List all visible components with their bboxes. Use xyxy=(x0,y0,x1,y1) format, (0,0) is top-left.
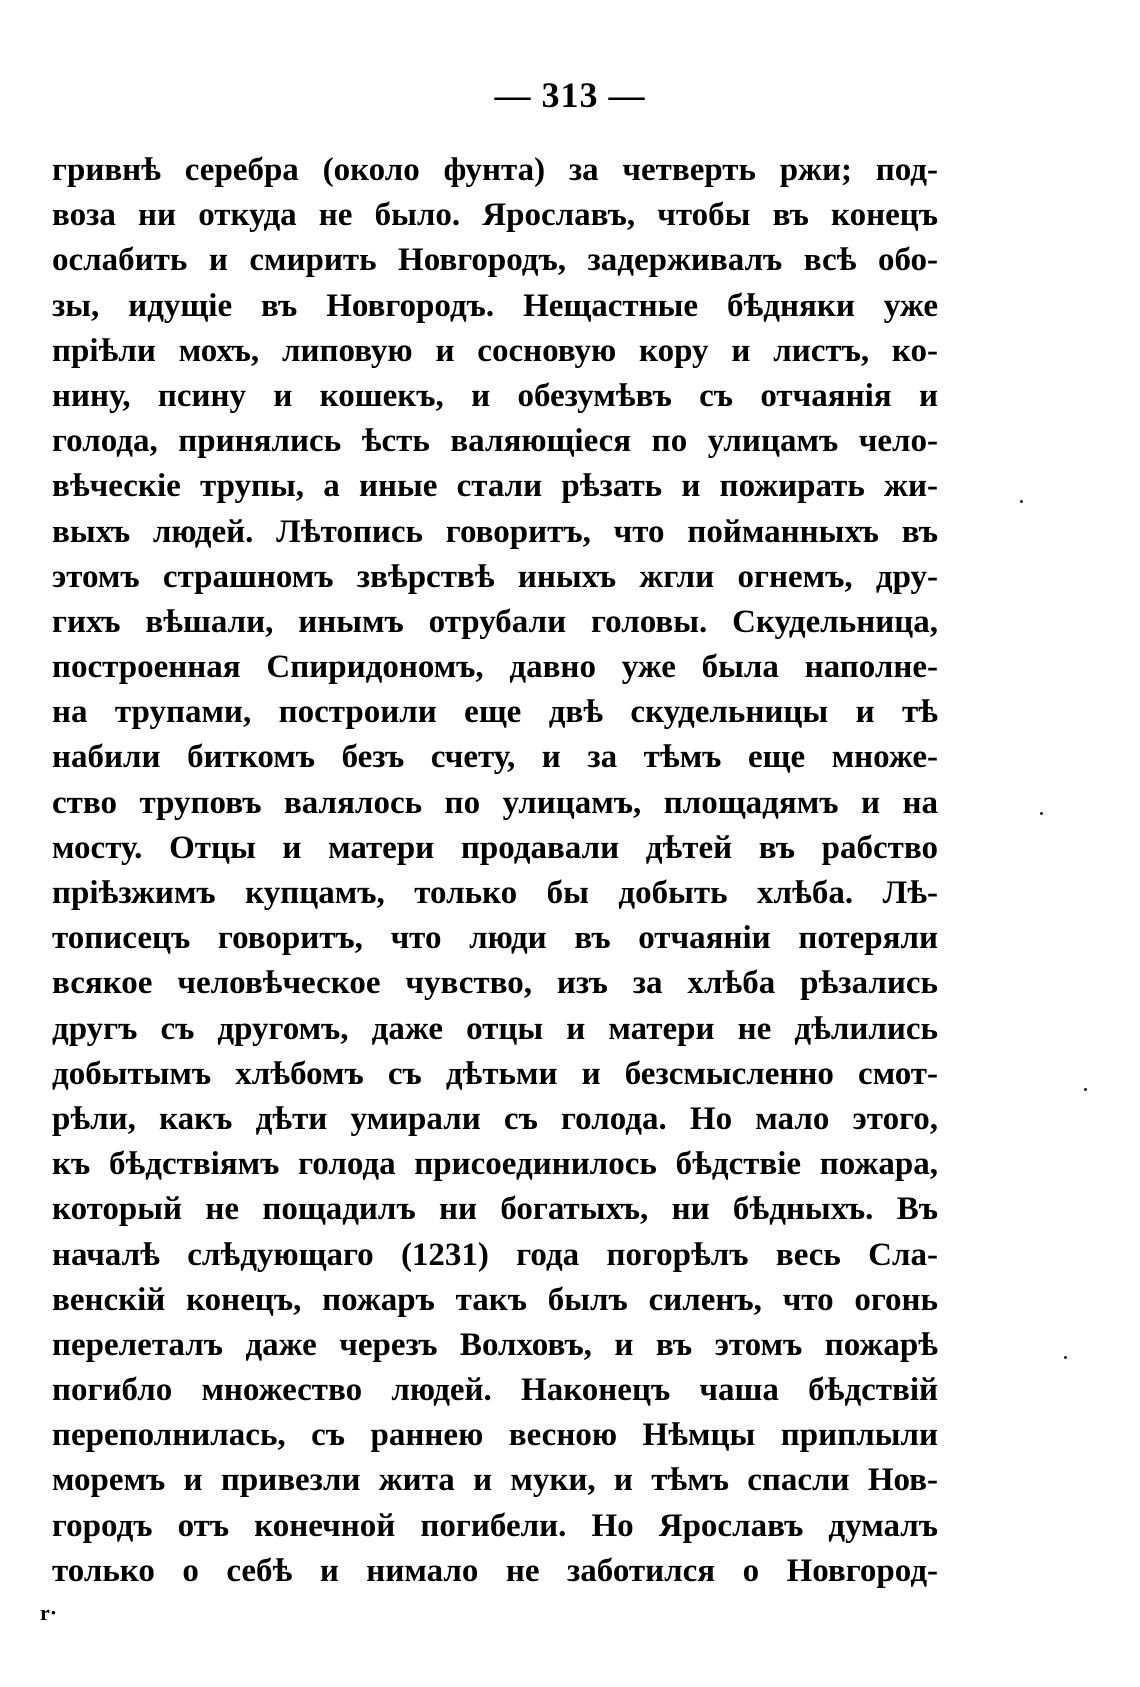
text-line: который не пощадилъ ни богатыхъ, ни бѣдныхъ. Въ xyxy=(52,1191,938,1228)
text-line: только о себѣ и нимало не заботился о Новгород- xyxy=(52,1552,938,1589)
text-line: погибло множество людей. Наконецъ чаша бѣдствій xyxy=(52,1372,938,1409)
text-line: началѣ слѣдующаго (1231) года погорѣлъ весь Сла- xyxy=(52,1236,938,1273)
text-line: мосту. Отцы и матери продавали дѣтей въ рабство xyxy=(52,829,938,866)
print-speck xyxy=(1020,500,1023,503)
print-speck xyxy=(1040,812,1043,815)
text-line: рѣли, какъ дѣти умирали съ голода. Но мало этого, xyxy=(52,1100,938,1137)
text-line: перелеталъ даже черезъ Волховъ, и въ этомъ пожарѣ xyxy=(52,1326,938,1363)
text-line: тописецъ говоритъ, что люди въ отчаяніи потеряли xyxy=(52,920,938,957)
text-line: моремъ и привезли жита и муки, и тѣмъ спасли Нов- xyxy=(52,1462,938,1499)
text-line: вѣческіе трупы, а иные стали рѣзать и пожирать жи- xyxy=(52,468,938,505)
body-text xyxy=(52,148,938,1594)
text-line: набили биткомъ безъ счету, и за тѣмъ еще множе- xyxy=(52,739,938,776)
text-line: на трупами, построили еще двѣ скудельницы и тѣ xyxy=(52,694,938,731)
text-line: венскій конецъ, пожаръ такъ былъ силенъ, что огонь xyxy=(52,1281,938,1318)
print-speck xyxy=(1064,1356,1067,1359)
text-line: гихъ вѣшали, инымъ отрубали головы. Скудельница, xyxy=(52,603,938,640)
text-line: ство труповъ валялось по улицамъ, площадямъ и на xyxy=(52,784,938,821)
text-line: добытымъ хлѣбомъ съ дѣтьми и безсмысленно смот- xyxy=(52,1055,938,1092)
text-line: зы, идущіе въ Новгородъ. Нещастные бѣдняки уже xyxy=(52,287,938,324)
text-line: городъ отъ конечной погибели. Но Ярославъ думалъ xyxy=(52,1507,938,1544)
page-number: — 313 — xyxy=(494,75,646,115)
text-line: всякое человѣческое чувство, изъ за хлѣба рѣзались xyxy=(52,965,938,1002)
text-line: къ бѣдствіямъ голода присоединилось бѣдствіе пожара, xyxy=(52,1146,938,1183)
text-line: голода, принялись ѣсть валяющіеся по улицамъ чело- xyxy=(52,423,938,460)
text-line: этомъ страшномъ звѣрствѣ иныхъ жгли огнемъ, дру- xyxy=(52,558,938,595)
text-line: построенная Спиридономъ, давно уже была наполне- xyxy=(52,649,938,686)
text-line: ослабить и смирить Новгородъ, задерживалъ всѣ обо- xyxy=(52,242,938,279)
text-line: выхъ людей. Лѣтопись говоритъ, что пойманныхъ въ xyxy=(52,513,938,550)
footer-mark: r· xyxy=(40,1600,58,1625)
text-line: переполнилась, съ раннею весною Нѣмцы приплыли xyxy=(52,1417,938,1454)
text-line: нину, псину и кошекъ, и обезумѣвъ съ отчаянія и xyxy=(52,377,938,414)
text-line: воза ни откуда не было. Ярославъ, чтобы въ конецъ xyxy=(52,197,938,234)
text-line: пріѣли мохъ, липовую и сосновую кору и листъ, ко- xyxy=(52,332,938,369)
print-speck xyxy=(1084,1088,1087,1091)
text-line: гривнѣ серебра (около фунта) за четверть ржи; под- xyxy=(52,152,938,188)
text-line: пріѣзжимъ купцамъ, только бы добыть хлѣба. Лѣ- xyxy=(52,875,938,911)
text-line: другъ съ другомъ, даже отцы и матери не дѣлились xyxy=(52,1010,938,1047)
